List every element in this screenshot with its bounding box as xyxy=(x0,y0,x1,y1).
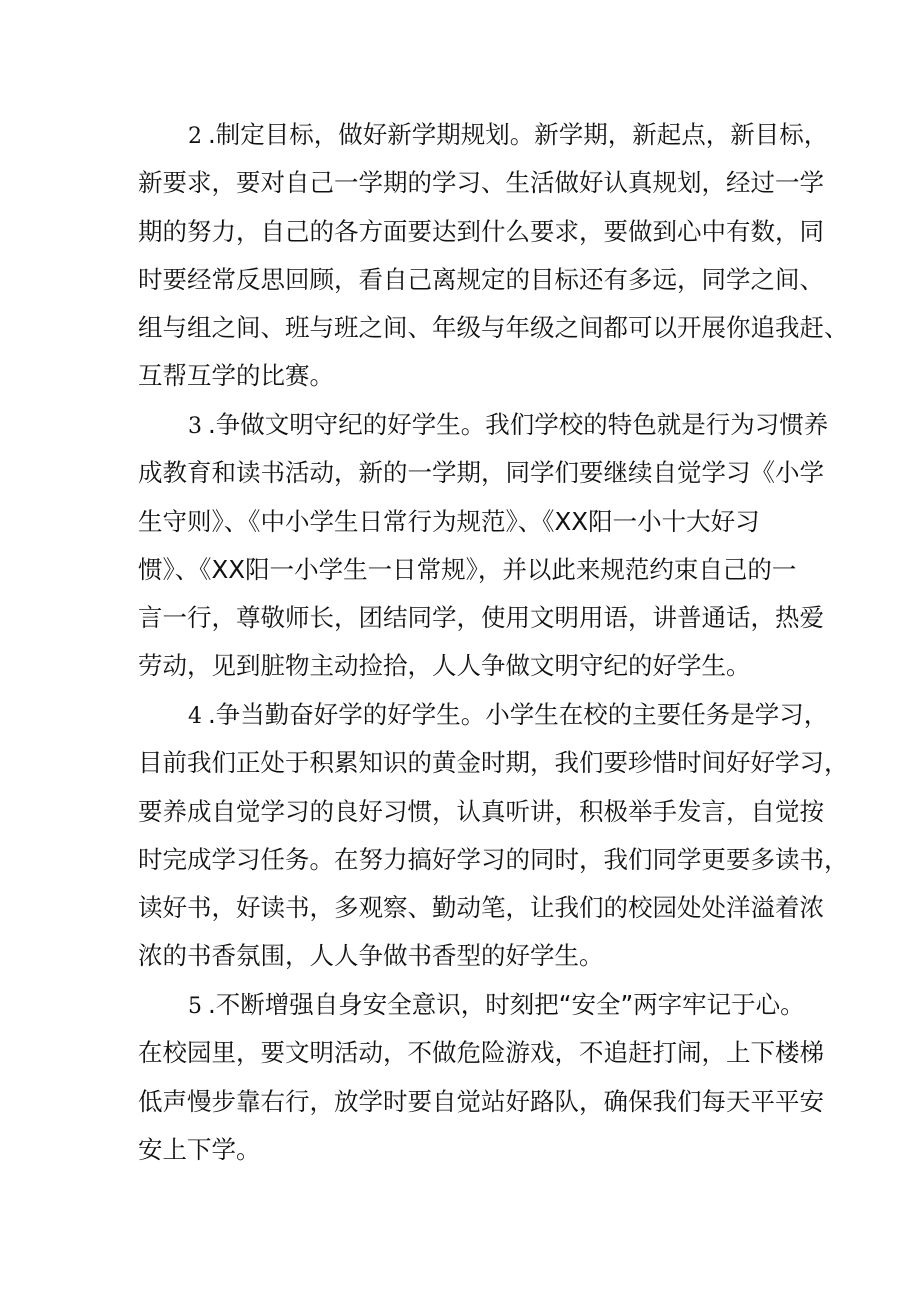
paragraph-line: 期的努力，自己的各方面要达到什么要求，要做到心中有数，同 xyxy=(138,216,824,246)
paragraph-line: 互帮互学的比赛。 xyxy=(138,361,334,391)
paragraph-line: 惯》、《XX阳一小学生一日常规》，并以此来规范约束自己的一 xyxy=(138,554,797,584)
paragraph-4 xyxy=(138,691,849,981)
paragraph-line: 生守则》、《中小学生日常行为规范》、《XX阳一小十大好习 xyxy=(138,506,760,536)
paragraph-line xyxy=(138,691,829,739)
paragraph-line: 时完成学习任务。在努力搞好学习的同时，我们同学更要多读书， xyxy=(138,844,849,874)
paragraph-line-text: .争当勤奋好学的好学生。小学生在校的主要任务是学习， xyxy=(208,700,829,729)
paragraph-number: 2 xyxy=(188,124,202,149)
paragraph-line: 目前我们正处于积累知识的黄金时期，我们要珍惜时间好好学习， xyxy=(138,748,849,778)
paragraph-line: 读好书，好读书，多观察、勤动笔，让我们的校园处处洋溢着浓 xyxy=(138,893,824,923)
paragraph-line: 劳动，见到脏物主动捡拾，人人争做文明守纪的好学生。 xyxy=(138,651,751,681)
paragraph-line xyxy=(138,111,829,159)
paragraph-number: 3 xyxy=(188,414,202,439)
paragraph-line: 新要求，要对自己一学期的学习、生活做好认真规划，经过一学 xyxy=(138,168,824,198)
paragraph-line xyxy=(138,981,805,1029)
paragraph-5 xyxy=(138,981,824,1174)
paragraph-line xyxy=(138,401,829,449)
paragraph-line: 在校园里，要文明活动，不做危险游戏，不追赶打闹，上下楼梯 xyxy=(138,1038,824,1068)
paragraph-line: 要养成自觉学习的良好习惯，认真听讲，积极举手发言，自觉按 xyxy=(138,796,824,826)
paragraph-line: 安上下学。 xyxy=(138,1134,261,1164)
paragraph-line-text: .争做文明守纪的好学生。我们学校的特色就是行为习惯养 xyxy=(208,410,829,439)
paragraph-2 xyxy=(138,111,849,401)
paragraph-line: 成教育和读书活动，新的一学期，同学们要继续自觉学习《小学 xyxy=(138,458,824,488)
paragraph-line-text: .不断增强自身安全意识，时刻把“安全”两字牢记于心。 xyxy=(208,990,805,1019)
paragraph-line-text: .制定目标，做好新学期规划。新学期，新起点，新目标， xyxy=(208,120,829,149)
paragraph-line: 浓的书香氛围，人人争做书香型的好学生。 xyxy=(138,941,604,971)
paragraph-3 xyxy=(138,401,829,691)
paragraph-line: 言一行，尊敬师长，团结同学，使用文明用语，讲普通话，热爱 xyxy=(138,603,824,633)
paragraph-number: 4 xyxy=(188,704,202,729)
paragraph-line: 低声慢步靠右行，放学时要自觉站好路队，确保我们每天平平安 xyxy=(138,1086,824,1116)
paragraph-line: 组与组之间、班与班之间、年级与年级之间都可以开展你追我赶、 xyxy=(138,313,849,343)
paragraph-number: 5 xyxy=(188,994,202,1019)
paragraph-line: 时要经常反思回顾，看自己离规定的目标还有多远，同学之间、 xyxy=(138,264,824,294)
